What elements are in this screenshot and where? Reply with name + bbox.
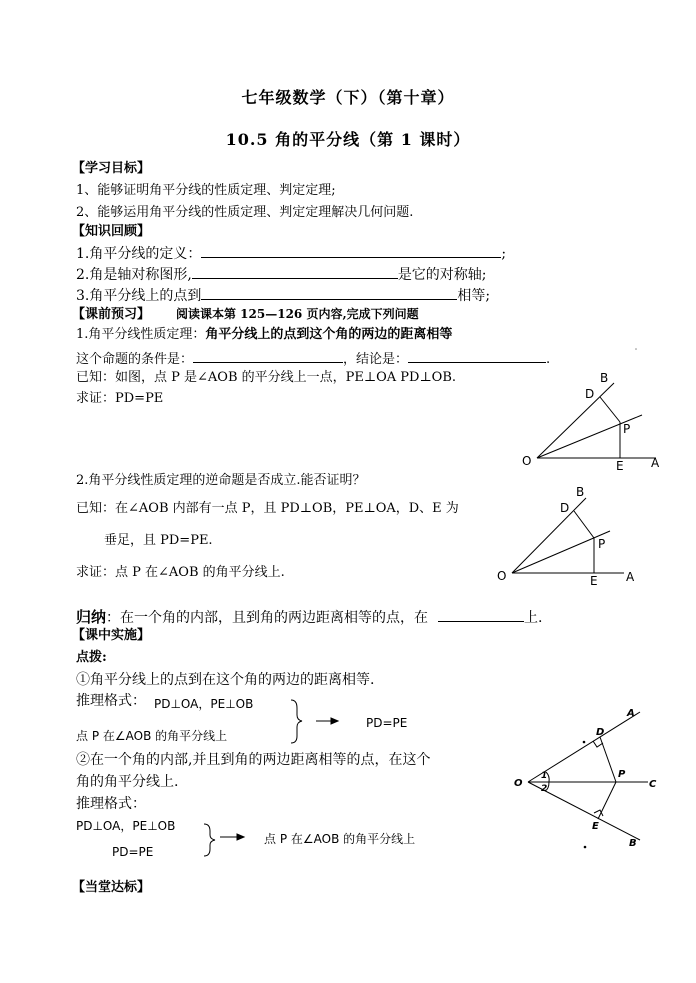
fig1-label-a: A [651,456,660,470]
review-q1-prefix: 1.角平分线的定义： [76,246,202,262]
goal-item-2: 2、能够运用角平分线的性质定理、判定定理解决几何问题. [76,205,414,220]
fig3-dot-bottom [584,846,587,849]
format-1-result: PD=PE [366,716,408,730]
class-heading: 【课中实施】 [72,628,151,643]
fig3-label-a: A [627,708,635,719]
lesson-title: 10.5 角的平分线（第 1 课时） [225,130,471,149]
fig1-label-p: P [623,422,631,436]
fig3-label-p: P [618,769,626,780]
preview-instruction: 阅读课本第 125—126 页内容,完成下列问题 [176,307,419,321]
fig1-label-d: D [585,387,595,401]
fig3-dot-top [583,741,586,744]
goals-heading: 【学习目标】 [72,161,151,176]
question-2: 2.角平分线性质定理的逆命题是否成立.能否证明？ [76,473,366,488]
fig2-label-a: A [626,570,635,584]
format-1-cond-1: PD⊥OA，PE⊥OB [154,697,254,711]
fig2-label-d: D [560,501,570,515]
prove-2: 求证：点 P 在∠AOB 的角平分线上. [76,565,285,580]
fig1-label-b: B [600,371,609,385]
review-q2-prefix: 2.角是轴对称图形, [76,267,192,283]
condition-prefix: 这个命题的条件是： [76,352,194,367]
fig3-label-c: C [649,779,657,790]
fig3-label-e: E [592,821,599,832]
given-1: 已知：如图，点 P 是∠AOB 的平分线上一点，PE⊥OA PD⊥OB. [76,370,457,385]
fig2-label-b: B [576,485,585,499]
format-2-cond-2: PD=PE [112,845,154,859]
condition-end: . [546,352,551,367]
format-2-cond-1: PD⊥OA，PE⊥OB [76,819,176,833]
fig3-label-d: D [596,727,605,738]
fig3-label-o: O [514,778,523,789]
fig2-label-p: P [598,537,606,551]
fig3-label-1: 1 [541,771,548,781]
page-title: 七年级数学（下）（第十章） [241,88,455,107]
summary-label: 归纳 [76,608,107,626]
prove-1: 求证：PD=PE [76,391,164,406]
review-q3-suffix: 相等; [457,288,491,304]
fig1-label-o: O [522,454,532,468]
fig2-label-o: O [497,569,507,583]
practice-heading: 【当堂达标】 [72,880,151,895]
review-q1-suffix: ; [501,246,507,262]
point-1: ①角平分线上的点到在这个角的两边的距离相等. [76,672,375,688]
goal-item-1: 1、能够证明角平分线的性质定理、判定定理; [76,183,336,198]
fig3-pe [598,782,616,819]
summary-end: 上. [524,610,543,626]
theorem-label: 1.角平分线性质定理： [76,327,206,342]
point-2a: ②在一个角的内部,并且到角的两边距离相等的点，在这个 [76,752,431,768]
fig2-label-e: E [590,574,598,588]
fig3-label-2: 2 [541,784,548,794]
fig1-label-e: E [616,459,624,473]
format-1-cond-2: 点 P 在∠AOB 的角平分线上 [76,729,228,743]
theorem-text: 角平分线上的点到这个角的两边的距离相等 [205,327,453,342]
review-q2-suffix: 是它的对称轴; [397,267,487,283]
review-heading: 【知识回顾】 [72,224,151,239]
review-q3-prefix: 3.角平分线上的点到 [76,288,202,304]
summary-text: ：在一个角的内部，且到角的两边距离相等的点，在 [106,610,429,626]
format-1-label: 推理格式： [76,693,146,709]
given-2b: 垂足，且 PD=PE. [104,533,213,548]
point-2b: 角的角平分线上. [76,774,179,790]
fig3-label-b: B [629,838,637,849]
given-2a: 已知：在∠AOB 内部有一点 P，且 PD⊥OB，PE⊥OA，D、E 为 [76,501,459,516]
conclusion-label: ，结论是： [343,352,409,367]
format-2-result: 点 P 在∠AOB 的角平分线上 [264,832,416,846]
point-label: 点拨: [76,650,107,665]
preview-heading: 【课前预习】 [72,307,151,322]
format-2-label: 推理格式： [76,796,146,812]
